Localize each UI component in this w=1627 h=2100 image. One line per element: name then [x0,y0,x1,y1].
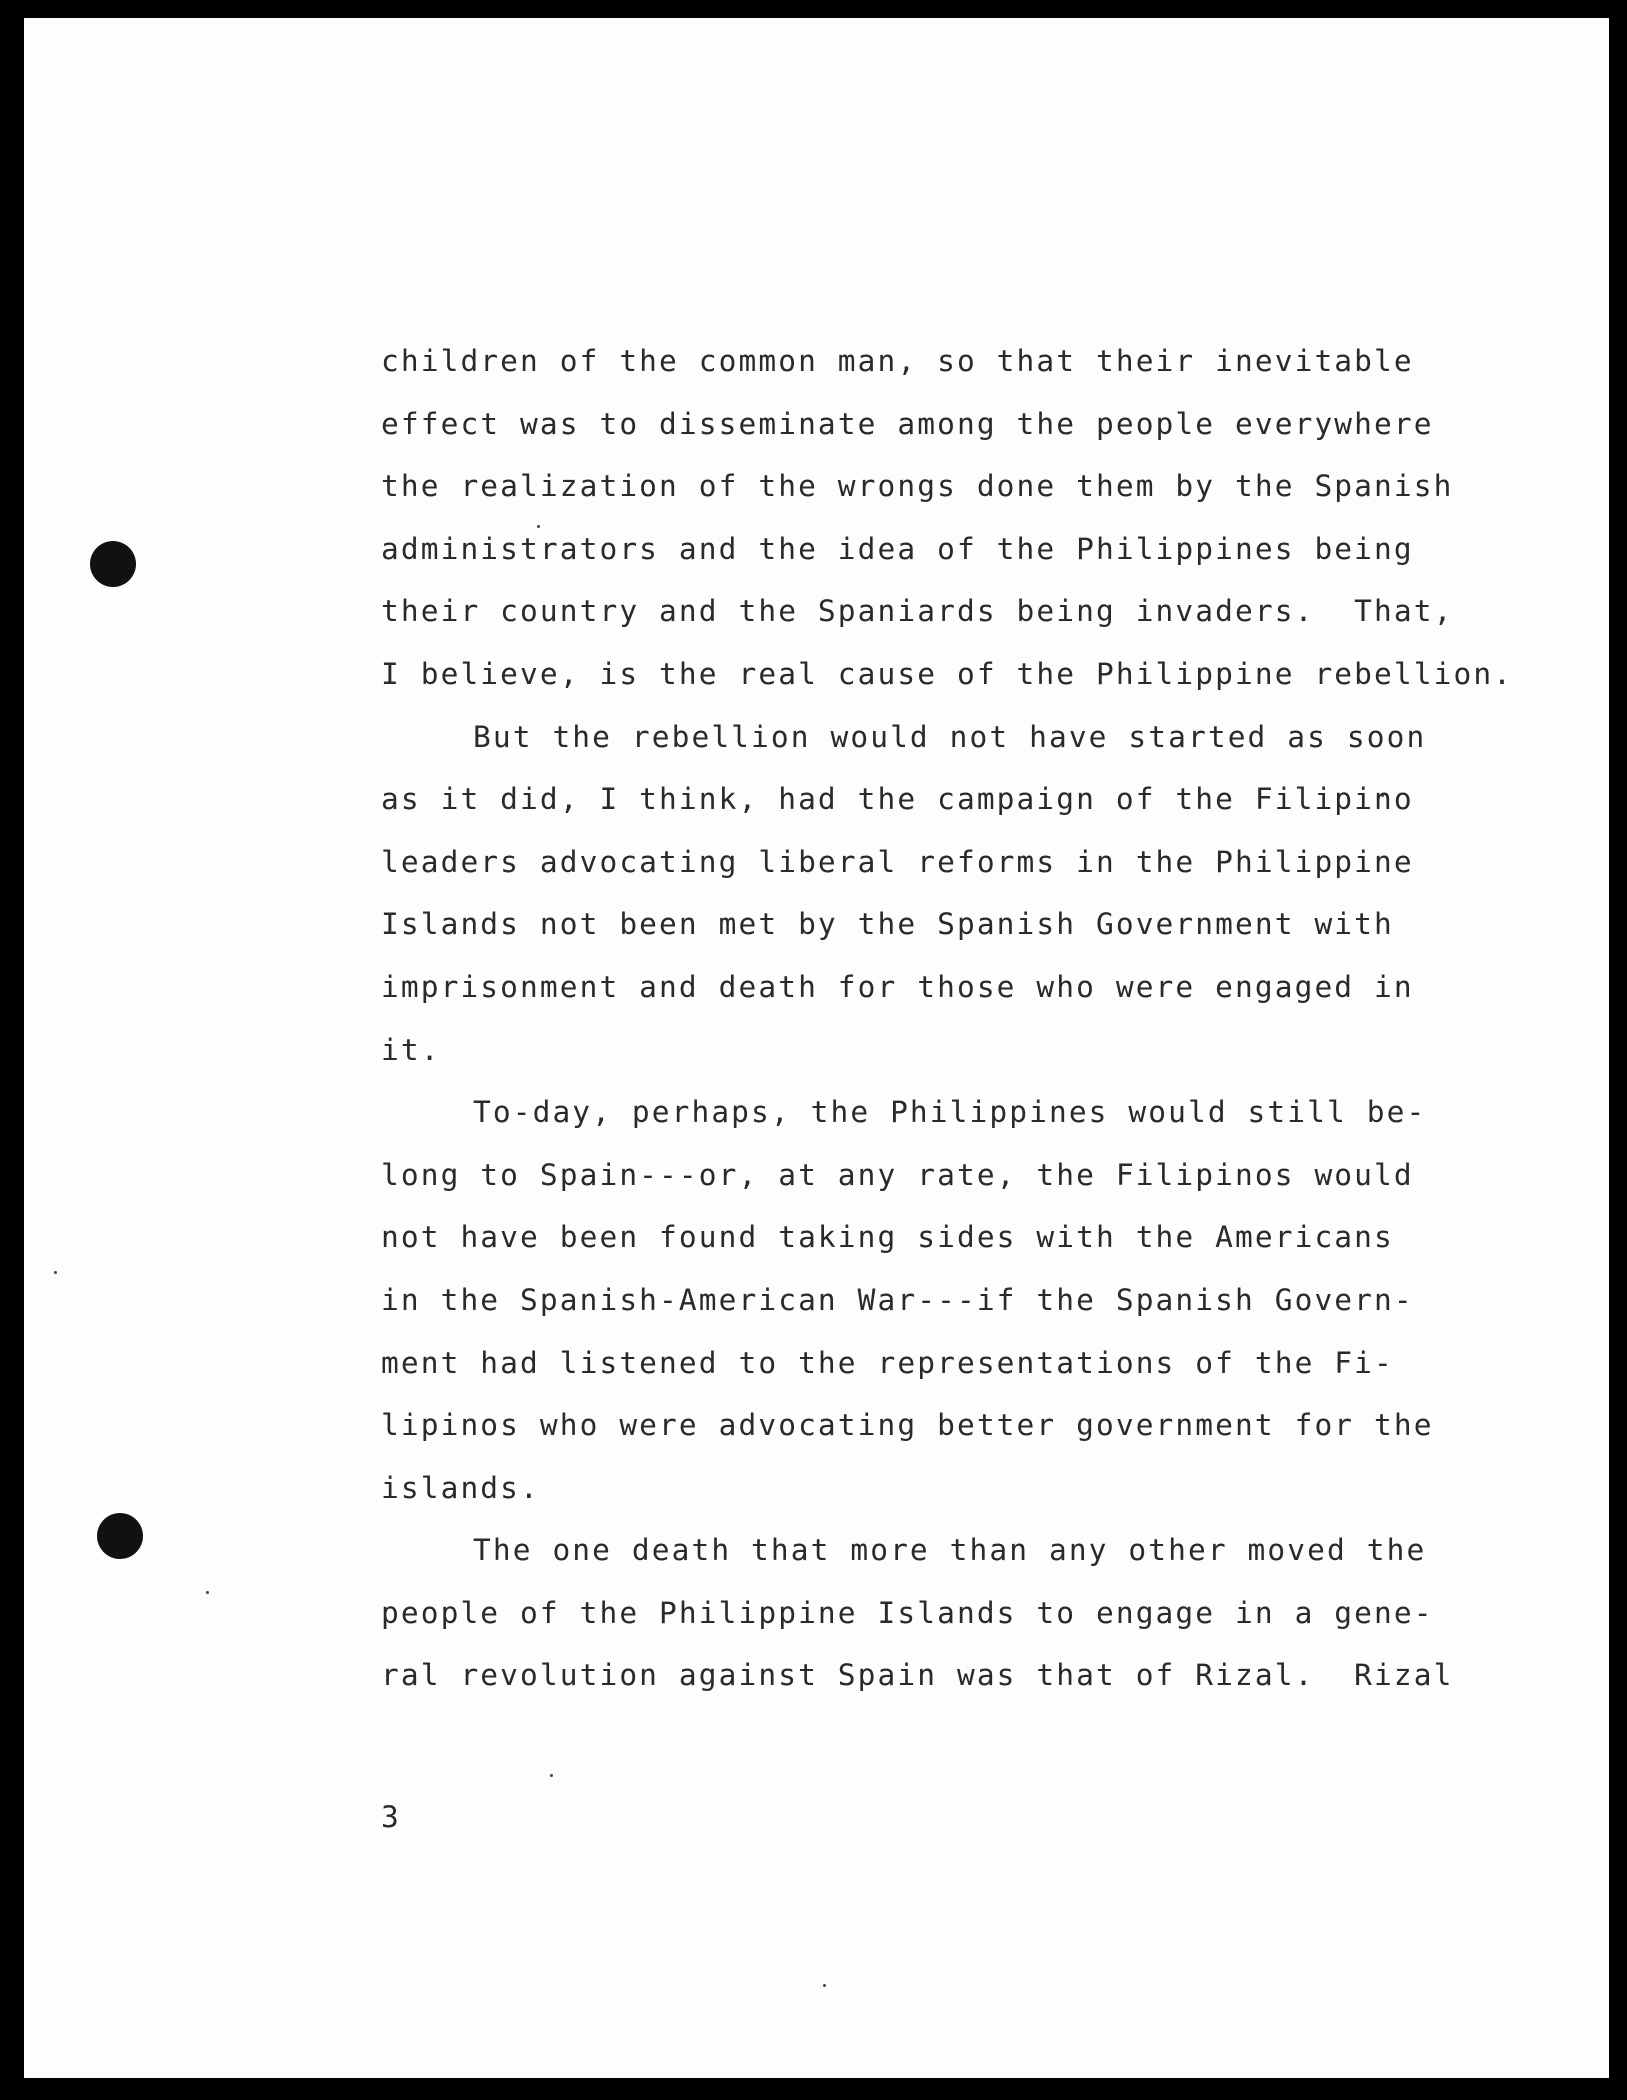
text-line: islands. [381,1470,540,1505]
text-line: not have been found taking sides with the Americans [381,1220,1394,1255]
paper-speck [54,1271,57,1274]
text-line: administrators and the idea of the Philippines being [381,531,1414,566]
text-line: imprisonment and death for those who were engaged in [381,969,1414,1004]
text-line: long to Spain---or, at any rate, the Filipinos would [381,1157,1414,1192]
paper-speck [550,1774,553,1777]
text-line: children of the common man, so that their inevitable [381,344,1414,378]
punch-hole-top [90,541,136,587]
punch-hole-bottom [97,1513,143,1559]
text-line: I believe, is the real cause of the Philippine rebellion. [381,656,1514,691]
paragraph-first-line: But the rebellion would not have started as soon [473,719,1427,754]
text-line: ment had listened to the representations of the Fi- [381,1345,1394,1380]
text-line: lipinos who were advocating better government for the [381,1408,1434,1443]
paragraph-first-line: To-day, perhaps, the Philippines would still be- [473,1095,1427,1130]
text-line: leaders advocating liberal reforms in the Philippine [381,844,1414,879]
text-line: effect was to disseminate among the people everywhere [381,406,1434,441]
text-line: ral revolution against Spain was that of Rizal. Rizal [381,1658,1454,1693]
text-line: it. [381,1032,441,1067]
page-number: 3 [381,1800,399,1834]
text-line: people of the Philippine Islands to engage in a gene- [381,1595,1434,1630]
text-line: their country and the Spaniards being invaders. That, [381,594,1454,629]
typed-body-text [381,330,1514,1707]
text-line: as it did, I think, had the campaign of the Filipino [381,782,1414,817]
paper-speck [206,1591,209,1594]
paragraph-first-line: The one death that more than any other moved the [473,1533,1427,1568]
typewritten-page [24,18,1609,2078]
text-line: the realization of the wrongs done them by the Spanish [381,469,1454,504]
text-line: Islands not been met by the Spanish Government with [381,907,1394,942]
text-line: in the Spanish-American War---if the Spanish Govern- [381,1282,1414,1317]
paper-speck [823,1984,826,1987]
